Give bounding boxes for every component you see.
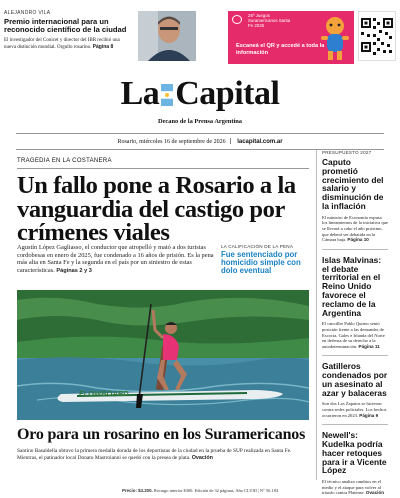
right-story-title[interactable]: Gatilleros condenados por un asesinato al azar y balaceras <box>322 361 388 398</box>
masthead-divider <box>16 133 384 134</box>
right-story-text: El canciller Pablo Quirno sentó posición frente a las demandas de Escocia, Gales e Irlanda del Norte en defensa de su derecho a la autodeterminación. <box>322 321 385 349</box>
photo-story-body <box>17 448 309 461</box>
right-column <box>322 150 388 496</box>
right-story-gatilleros[interactable] <box>322 362 388 418</box>
right-story-title[interactable]: Newell's: Kudelka podría hacer retoques para ir a Vicente López <box>322 430 387 476</box>
main-headline[interactable]: Un fallo pone a Rosario a la vanguardia del castigo por crímenes viales <box>17 172 296 246</box>
site-url-link[interactable]: lacapital.com.ar <box>237 139 283 145</box>
right-story-page: Página 10 <box>347 237 369 243</box>
promo-text: Escaneá el QR y accedé a toda la información <box>236 43 325 56</box>
dateline <box>0 138 400 145</box>
main-story <box>17 158 309 275</box>
top-story[interactable] <box>4 10 132 51</box>
right-story-text: El ministro de Economía expuso los lineamientos de la iniciativa que se llevará a cabo el año próximo, que deberá ser debatida en la Cámara baja. <box>322 214 388 243</box>
logo-word-la: La <box>120 75 160 112</box>
footer-details: Recargo interior $300. Edición de 32 páginas. Año CLVIII | N° 56.184 <box>153 488 278 493</box>
logo-word-capital: Capital <box>175 75 280 112</box>
right-story-budget[interactable] <box>322 150 388 243</box>
right-story-kicker: PRESUPUESTO 2027 <box>322 150 372 155</box>
sup-photo[interactable] <box>17 290 309 420</box>
masthead <box>0 76 400 125</box>
photo-story-text: Santino Basaldella obtuvo la primera medalla dorada de los deportistas de la ciudad en la prueba de SUP realizada en Santa Fe. Mientras, el patinador local Donato Mastroianni se quedó con la presea de plata. <box>17 448 292 461</box>
qr-code-icon[interactable] <box>358 11 396 61</box>
footer-price: Precio: $3.200. <box>122 488 153 493</box>
mascot-icon <box>318 14 352 62</box>
column-divider <box>316 150 317 480</box>
right-story-title[interactable]: Islas Malvinas: el debate territorial en el Reino Unido favorece el reclamo de la Argentina <box>322 254 382 318</box>
dateline-separator <box>230 138 231 144</box>
top-story-author: ALEJANDRO VILA <box>4 10 51 16</box>
right-story-body <box>322 321 388 349</box>
right-story-newells[interactable] <box>322 431 388 496</box>
top-story-text: El investigador del Conicet y director del IBR recibió una nueva distinción mundial. Orgullo rosarino. <box>4 37 120 50</box>
photo-headline[interactable]: Oro para un rosarino en los Suramericanos <box>17 426 306 443</box>
newspaper-logo[interactable] <box>0 76 400 112</box>
top-strip <box>0 0 400 66</box>
right-story-title[interactable]: Caputo prometió crecimiento del salario y disminución de la inflación <box>322 157 384 211</box>
promo-logo-text: 26º Juegos Suramericanos Santa Fe 2026 <box>248 13 291 28</box>
argentina-flag-icon <box>161 78 173 100</box>
right-story-text: Son dos Los Zapatos se hicieron contra sedes policiales. Los hechos ocurrieron en 2023. <box>322 401 387 418</box>
sentence-title: Fue sentenciado por homicidio simple con dolo eventual <box>221 250 301 275</box>
sentence-kicker: LA CALIFICACIÓN DE LA PENA <box>221 244 294 249</box>
top-story-page: Página 8 <box>92 43 114 50</box>
main-story-kicker: TRAGEDIA EN LA COSTANERA <box>17 158 112 164</box>
top-story-title[interactable]: Premio internacional para un reconocido científico de la ciudad <box>4 17 127 35</box>
footer <box>0 488 400 496</box>
paddleboard-image <box>17 290 309 420</box>
right-story-malvinas[interactable] <box>322 256 388 350</box>
promo-banner[interactable] <box>228 11 354 64</box>
right-story-page: Página 11 <box>358 343 380 349</box>
right-story-body <box>322 215 388 243</box>
photo-story-page: Ovación <box>191 454 213 461</box>
main-story-page: Páginas 2 y 3 <box>56 267 92 274</box>
board-brand-text: FLOWBOARD <box>79 389 129 398</box>
kicker-divider <box>17 168 309 169</box>
sentence-box[interactable] <box>221 244 309 275</box>
right-divider <box>322 424 388 425</box>
games-logo-icon <box>232 15 242 24</box>
qr-pattern <box>359 12 395 60</box>
top-story-photo[interactable] <box>138 11 196 61</box>
right-story-body <box>322 401 388 418</box>
top-story-body <box>4 38 132 51</box>
main-story-lede-text: Agustín López Gagliasso, el conductor que atropelló y mató a dos turistas cordobesas en enero de 2025, fue condenado a 16 años de prisión. Es la pena más alta en Santa Fe y la segunda en el país por un siniestro de estas características. <box>17 244 214 274</box>
right-story-text: El técnico analiza cambios en el medio y el ataque para volver al triunfo contra Platense. <box>322 479 382 496</box>
portrait-image <box>138 11 196 61</box>
right-story-page: Ovación <box>365 490 385 496</box>
right-divider <box>322 249 388 250</box>
right-divider <box>322 355 388 356</box>
main-story-lede <box>17 244 215 275</box>
tagline: Decano de la Prensa Argentina <box>157 118 243 125</box>
right-story-page: Página 9 <box>359 412 379 418</box>
edition-date: Rosario, miércoles 16 de septiembre de 2026 <box>117 139 226 145</box>
